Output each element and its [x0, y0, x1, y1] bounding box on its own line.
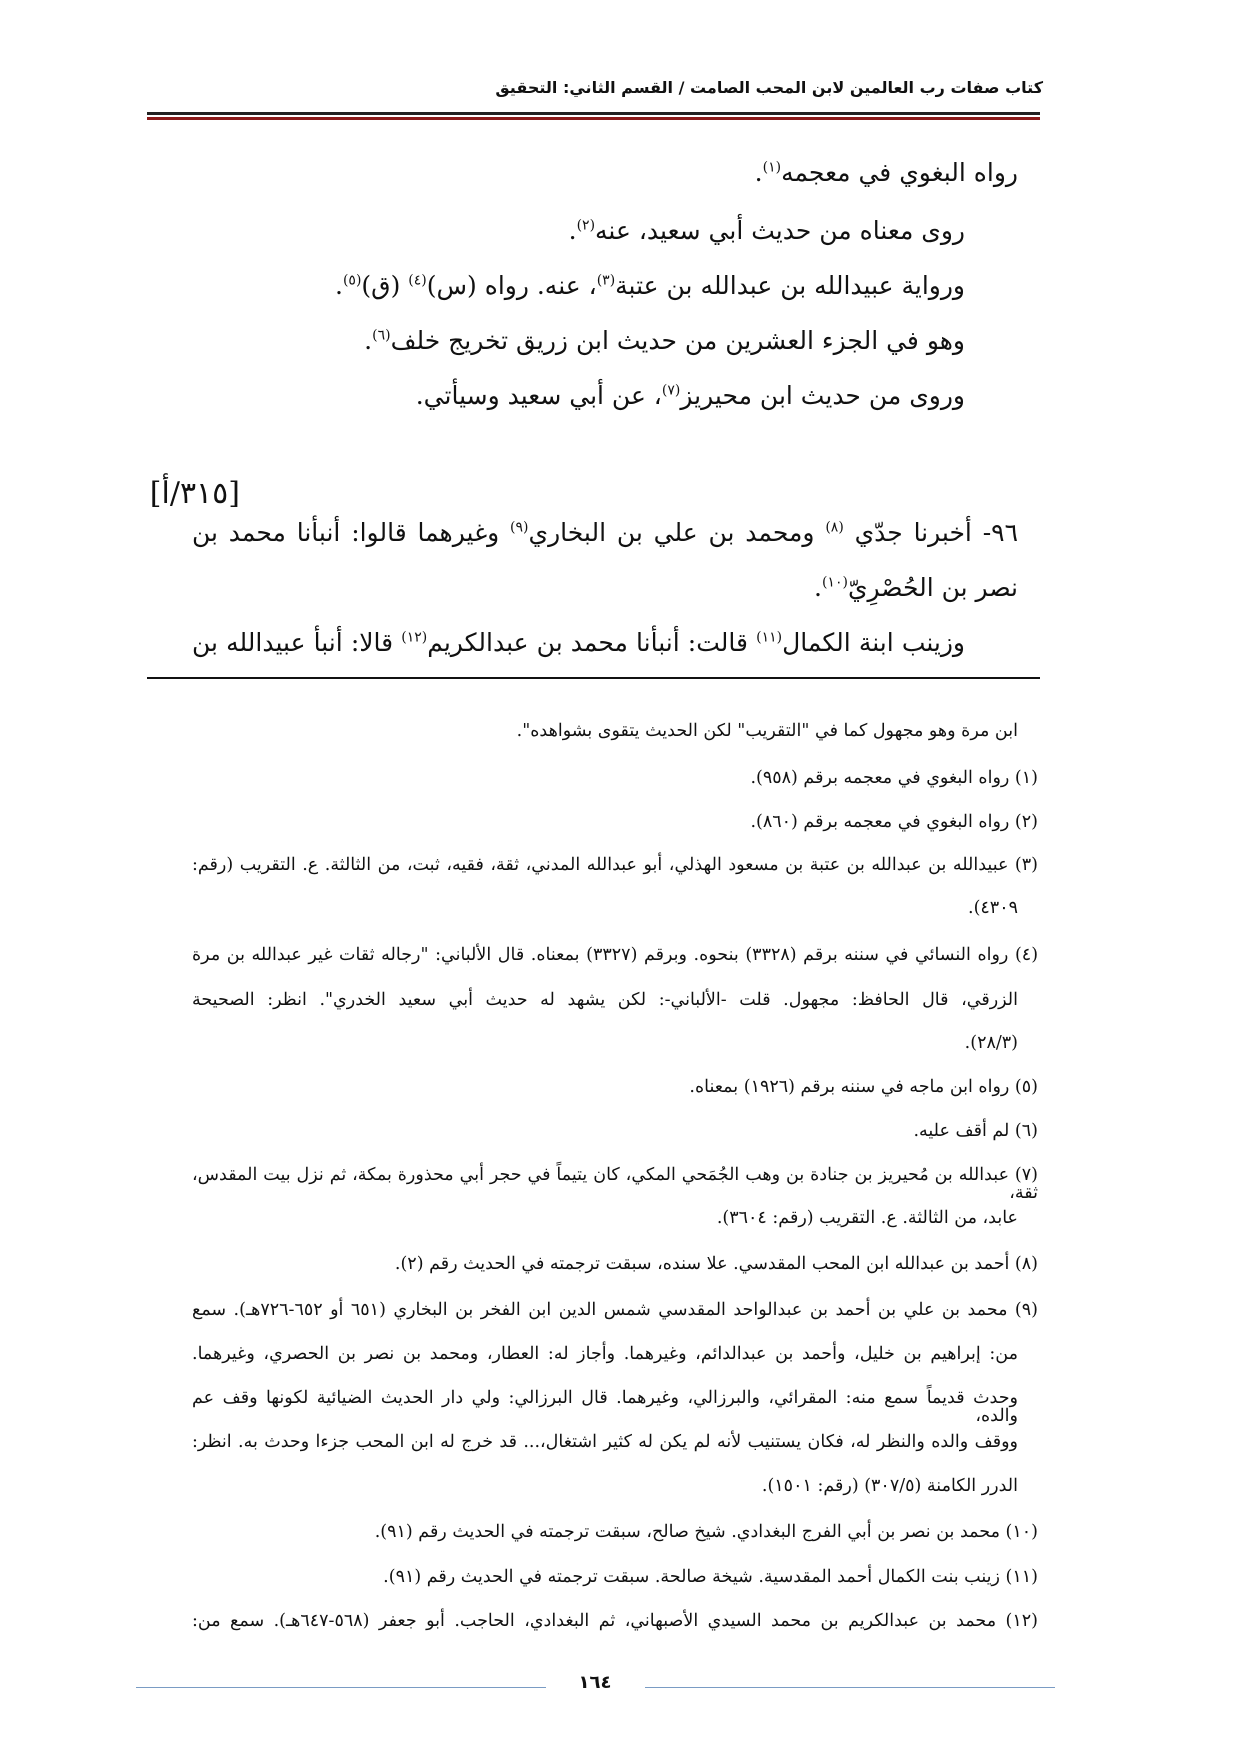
footnote-separator [147, 677, 1040, 679]
footnote-9-line-5: الدرر الكامنة (٣٠٧/٥) (رقم: ١٥٠١). [761, 1476, 1018, 1496]
footnote-12: (١٢) محمد بن عبدالكريم بن محمد السيدي الأصبهاني، ثم البغدادي، الحاجب. أبو جعفر (٥٦٨-٦٤٧هـ). سمع من: [192, 1611, 1038, 1631]
body-text: قالا: أنبأ عبيدالله بن [192, 628, 402, 657]
body-line-4 [364, 328, 965, 353]
footnote-ref-10[interactable]: (١٠) [821, 574, 848, 591]
footer-rule-left [136, 1687, 546, 1688]
body-text: . [568, 216, 577, 245]
body-line-8 [192, 630, 965, 655]
manuscript-folio-marker: [٣١٥/أ] [149, 476, 240, 511]
footnote-continuation: ابن مرة وهو مجهول كما في "التقريب" لكن الحديث يتقوى بشواهده". [516, 721, 1018, 741]
body-text: . [754, 158, 763, 187]
footnote-ref-6[interactable]: (٦) [372, 327, 391, 344]
footnote-9-line-4: ووقف والده والنظر له، فكان يستنيب لأنه لم يكن له كثير اشتغال،... قد خرج له ابن المحب جزءا وحدث به. انظر: [192, 1432, 1018, 1452]
body-line-5 [416, 383, 965, 408]
footnote-ref-7[interactable]: (٧) [661, 382, 681, 399]
body-text: . [814, 573, 822, 602]
footnote-ref-3[interactable]: (٣) [596, 272, 616, 289]
footnote-ref-5[interactable]: (٥) [342, 272, 362, 289]
footnote-9-line-1: (٩) محمد بن علي بن أحمد بن عبدالواحد المقدسي شمس الدين ابن الفخر بن البخاري (٦٥١ أو ٦٥٢-٧٢٦هـ). سمع [192, 1300, 1038, 1320]
body-text: روى معناه من حديث أبي سعيد، عنه [595, 216, 965, 245]
footnote-6: (٦) لم أقف عليه. [913, 1121, 1038, 1141]
footnote-2: (٢) رواه البغوي في معجمه برقم (٨٦٠). [750, 812, 1038, 832]
body-text: ورواية عبيدالله بن عبدالله بن عتبة [615, 271, 965, 300]
body-text: رواه البغوي في معجمه [781, 158, 1018, 187]
page-number: ١٦٤ [578, 1672, 612, 1693]
footnote-3-line-1: (٣) عبيدالله بن عبدالله بن عتبة بن مسعود الهذلي، أبو عبدالله المدني، ثقة، فقيه، ثبت، من الثالثة. ع. التقريب (رقم: [192, 855, 1038, 875]
footnote-4-line-2: الزرقي، قال الحافظ: مجهول. قلت -الألباني-: لكن يشهد له حديث أبي سعيد الخدري". انظر: الصحيحة [192, 990, 1018, 1010]
body-line-7 [814, 575, 1018, 600]
body-text: ٩٦- أخبرنا جدّي [843, 518, 1019, 547]
footnote-ref-2[interactable]: (٢) [576, 217, 596, 234]
footer-rule-right [645, 1687, 1055, 1688]
body-text: نصر بن الحُصْرِيّ [847, 573, 1018, 602]
hadith-96-line-1 [192, 520, 1018, 545]
footnote-ref-9[interactable]: (٩) [510, 519, 529, 536]
body-text: . [364, 326, 373, 355]
footnote-5: (٥) رواه ابن ماجه في سننه برقم (١٩٢٦) بمعناه. [689, 1077, 1038, 1097]
footnote-3-line-2: ٤٣٠٩). [968, 898, 1018, 918]
header-rule-red [147, 117, 1040, 120]
body-text: وزينب ابنة الكمال [782, 628, 966, 657]
footnote-9-line-3: وحدث قديماً سمع منه: المقرائي، والبرزالي، وغيرهما. قال البرزالي: ولي دار الحديث الضيائية لكونها وقف عم والده، [192, 1388, 1018, 1426]
footnote-ref-8[interactable]: (٨) [825, 519, 844, 536]
running-header: كتاب صفات رب العالمين لابن المحب الصامت / القسم الثاني: التحقيق [495, 78, 1043, 97]
footnote-11: (١١) زينب بنت الكمال أحمد المقدسية. شيخة صالحة. سبقت ترجمته في الحديث رقم (٩١). [383, 1567, 1038, 1587]
footnote-8: (٨) أحمد بن عبدالله ابن المحب المقدسي. علا سنده، سبقت ترجمته في الحديث رقم (٢). [394, 1254, 1038, 1274]
body-text: ، عنه. رواه (س) [426, 271, 597, 300]
footnote-9-line-2: من: إبراهيم بن خليل، وأحمد بن عبدالدائم، وغيرهما. وأجاز له: العطار، ومحمد بن نصر بن الحصري، وغيرهما. [192, 1344, 1018, 1364]
footnote-4-line-1: (٤) رواه النسائي في سننه برقم (٣٣٢٨) بنحوه. وبرقم (٣٣٢٧) بمعناه. قال الألباني: "رجاله ثقات غير عبدالله بن مرة [192, 945, 1039, 965]
body-text: ومحمد بن علي بن البخاري [528, 518, 826, 547]
body-line-1 [755, 160, 1018, 185]
body-text: وغيرهما قالوا: أنبأنا محمد بن [192, 518, 511, 547]
footnote-ref-4[interactable]: (٤) [408, 272, 427, 289]
body-text: (ق) [361, 271, 409, 300]
footnote-10: (١٠) محمد بن نصر بن أبي الفرج البغدادي. شيخ صالح، سبقت ترجمته في الحديث رقم (٩١). [374, 1522, 1038, 1542]
footnote-4-line-3: (٢٨/٣). [964, 1033, 1018, 1053]
body-text: قالت: أنبأنا محمد بن عبدالكريم [427, 628, 757, 657]
footnote-7-line-2: عابد، من الثالثة. ع. التقريب (رقم: ٣٦٠٤). [716, 1208, 1018, 1228]
footnote-ref-11[interactable]: (١١) [756, 629, 783, 646]
footnote-1: (١) رواه البغوي في معجمه برقم (٩٥٨). [750, 768, 1038, 788]
body-text: . [335, 271, 343, 300]
body-line-3 [335, 273, 965, 298]
body-text: وهو في الجزء العشرين من حديث ابن زريق تخريج خلف [390, 326, 965, 355]
footnote-ref-12[interactable]: (١٢) [401, 629, 428, 646]
body-line-2 [569, 218, 965, 243]
body-text: ، عن أبي سعيد وسيأتي. [415, 381, 662, 410]
footnote-7-line-1: (٧) عبدالله بن مُحيريز بن جنادة بن وهب الجُمَحي المكي، كان يتيماً في حجر أبي محذورة بمكة، ثم نزل بيت المقدس، ثقة، [192, 1165, 1038, 1203]
header-rule-dark [147, 112, 1040, 115]
body-text: وروى من حديث ابن محيريز [680, 381, 965, 410]
footnote-ref-1[interactable]: (١) [762, 159, 782, 176]
